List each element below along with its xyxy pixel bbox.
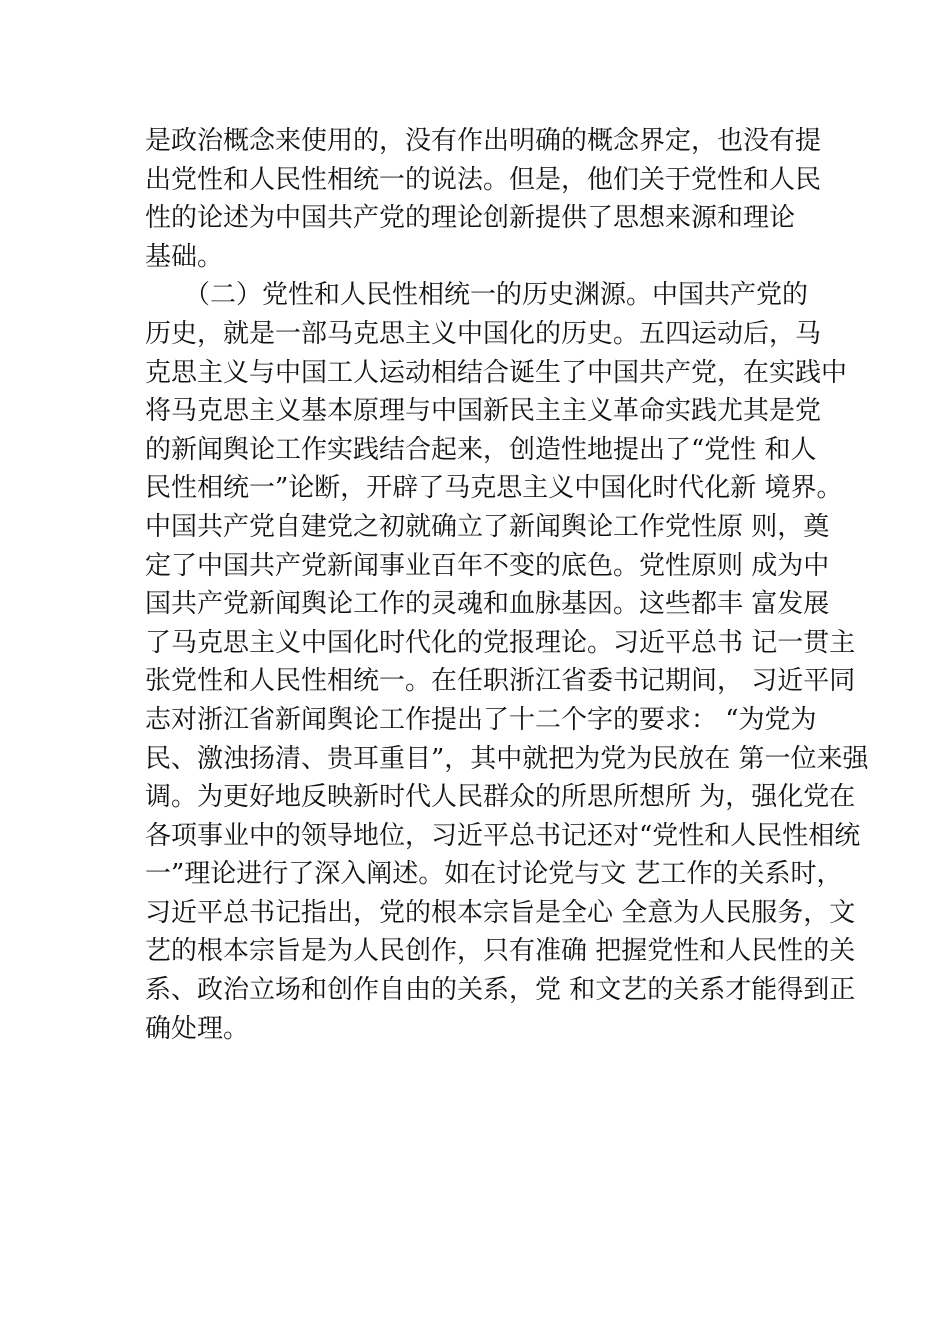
text-line: 了马克思主义中国化时代化的党报理论。习近平总书 记一贯主 [145,627,856,658]
body-text [145,122,869,1048]
text-line: 系、政治立场和创作自由的关系，党 和文艺的关系才能得到正 [145,975,856,1006]
text-line: 的新闻舆论工作实践结合起来，创造性地提出了“党性 和人 [145,434,817,465]
text-line: 将马克思主义基本原理与中国新民主主义革命实践尤其是党 [145,396,822,427]
text-line: 国共产党新闻舆论工作的灵魂和血脉基因。这些都丰 富发展 [145,589,830,620]
text-line: 出党性和人民性相统一的说法。但是，他们关于党性和人民 [145,164,822,195]
text-line: 一”理论进行了深入阐述。如在讨论党与文 艺工作的关系时， [145,859,843,890]
text-line: 民性相统一”论断，开辟了马克思主义中国化时代化新 境界。 [145,473,843,504]
text-line: 历史，就是一部马克思主义中国化的历史。五四运动后，马 [145,318,822,349]
text-line: 调。为更好地反映新时代人民群众的所思所想所 为，强化党在 [145,782,856,813]
text-line: 张党性和人民性相统一。在任职浙江省委书记期间， 习近平同 [145,666,856,697]
text-line: 习近平总书记指出，党的根本宗旨是全心 全意为人民服务，文 [145,897,856,928]
section-heading-line: （二）党性和人民性相统一的历史渊源。中国共产党的 [145,280,809,311]
text-line: 确处理。 [145,1013,250,1044]
text-line: 定了中国共产党新闻事业百年不变的底色。党性原则 成为中 [145,550,830,581]
text-line: 各项事业中的领导地位，习近平总书记还对“党性和人民性相统 [145,820,861,851]
text-line: 是政治概念来使用的，没有作出明确的概念界定，也没有提 [145,126,822,156]
text-line: 民、激浊扬清、贵耳重目”，其中就把为党为民放在 第一位来强 [145,743,869,774]
text-line: 基础。 [145,241,224,272]
text-line: 艺的根本宗旨是为人民创作，只有准确 把握党性和人民性的关 [145,936,856,967]
text-line: 志对浙江省新闻舆论工作提出了十二个字的要求： “为党为 [145,704,817,735]
text-line: 克思主义与中国工人运动相结合诞生了中国共产党，在实践中 [145,357,848,388]
text-line: 中国共产党自建党之初就确立了新闻舆论工作党性原 则，奠 [145,511,830,542]
text-line: 性的论述为中国共产党的理论创新提供了思想来源和理论 [145,203,796,234]
